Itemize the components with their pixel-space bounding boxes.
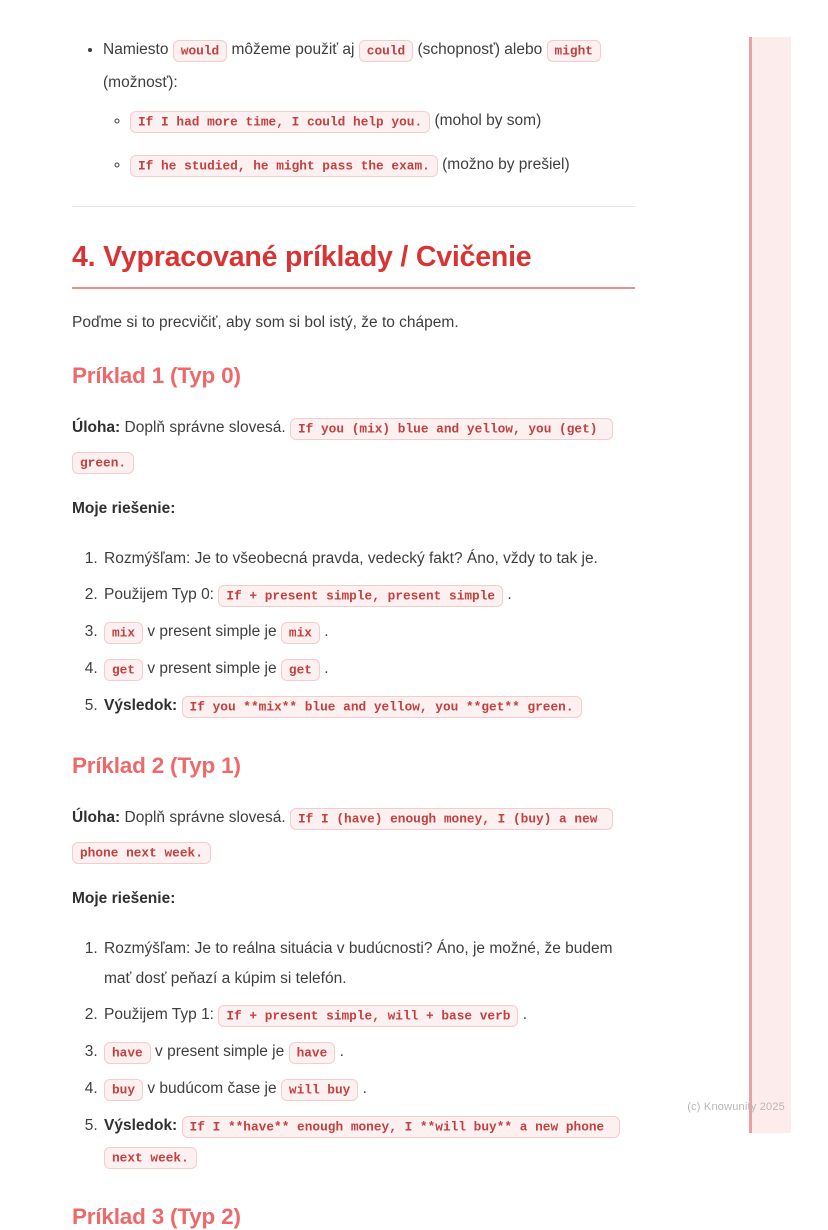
step-text <box>104 940 613 987</box>
list-item-text <box>103 41 601 91</box>
step-item <box>102 617 635 648</box>
list-item <box>103 34 635 181</box>
step-text <box>104 1117 620 1165</box>
section-divider <box>72 206 635 207</box>
list-item-text <box>130 156 570 173</box>
example2-steps-list <box>72 934 635 1173</box>
example1-heading: Príklad 1 (Typ 0) <box>72 363 241 388</box>
text-run: v present simple je <box>150 1043 289 1060</box>
page-edge-highlight-bar <box>749 37 791 1133</box>
example2-solution-label: Moje riešenie: <box>72 890 176 907</box>
example1-steps-list <box>72 544 635 722</box>
inline-code: get <box>104 659 143 681</box>
inline-code: If + present simple, present simple <box>218 585 503 607</box>
text-run: . <box>503 586 512 603</box>
text-run: Rozmýšľam: Je to reálna situácia v budúcnosti? Áno, je možné, že budem mať dosť peňazí a kúpim si telefón. <box>104 940 613 987</box>
example1-solution-label: Moje riešenie: <box>72 500 176 517</box>
step-item <box>102 1037 635 1068</box>
text-run: . <box>518 1006 528 1023</box>
text-run: (možno by prešiel) <box>437 156 570 173</box>
bold-text: Úloha: <box>72 419 121 436</box>
bold-text: Výsledok: <box>104 697 178 714</box>
text-run: v present simple je <box>143 623 281 640</box>
text-run: Doplň správne slovesá. <box>120 419 290 436</box>
inline-code: will buy <box>281 1079 358 1101</box>
inline-code: could <box>359 40 413 62</box>
example3-heading: Príklad 3 (Typ 2) <box>72 1204 241 1229</box>
text-run: (možnosť): <box>103 74 178 91</box>
sub-bullet-list <box>103 106 635 181</box>
step-text <box>104 1080 367 1097</box>
step-item <box>102 580 635 611</box>
example2-task <box>72 801 635 869</box>
step-text <box>104 1006 527 1023</box>
inline-code: might <box>547 40 601 62</box>
inline-code: have <box>289 1042 336 1064</box>
list-item <box>130 106 635 137</box>
list-item <box>130 150 635 181</box>
step-item <box>102 1074 635 1105</box>
document-content <box>72 34 635 1230</box>
inline-code: If I **have** enough money, I **will buy** a new phone next week. <box>104 1116 620 1169</box>
inline-code: have <box>104 1042 151 1064</box>
step-item <box>102 691 635 722</box>
list-item-text <box>130 112 541 129</box>
example2-heading: Príklad 2 (Typ 1) <box>72 753 241 778</box>
inline-code: mix <box>104 622 143 644</box>
step-text <box>104 550 598 567</box>
text-run: Použijem Typ 1: <box>104 1006 219 1023</box>
step-text <box>104 1043 344 1060</box>
text-run: Namiesto <box>103 41 173 58</box>
inline-code: If I (have) enough money, I (buy) a new phone next week. <box>72 808 613 864</box>
text-run: Rozmýšľam: Je to všeobecná pravda, vedecký fakt? Áno, vždy to tak je. <box>104 550 598 567</box>
inline-code: If + present simple, will + base verb <box>218 1005 518 1027</box>
section-heading: 4. Vypracované príklady / Cvičenie <box>72 241 635 289</box>
step-text <box>104 623 329 640</box>
text-run: . <box>335 1043 344 1060</box>
step-item <box>102 934 635 994</box>
step-text <box>104 697 582 714</box>
inline-code: mix <box>281 622 320 644</box>
inline-code: buy <box>104 1079 143 1101</box>
lead-paragraph: Poďme si to precvičiť, aby som si bol istý, že to chápem. <box>72 314 459 331</box>
inline-code: If he studied, he might pass the exam. <box>130 155 438 177</box>
text-run: . <box>358 1080 367 1097</box>
step-item <box>102 544 635 574</box>
text-run: v budúcom čase je <box>143 1080 281 1097</box>
text-run: (schopnosť) alebo <box>413 41 547 58</box>
text-run <box>177 1117 181 1134</box>
step-text <box>104 586 512 603</box>
text-run: Použijem Typ 0: <box>104 586 219 603</box>
step-text <box>104 660 329 677</box>
bold-text: Výsledok: <box>104 1117 178 1134</box>
text-run <box>177 697 181 714</box>
inline-code: If I had more time, I could help you. <box>130 111 430 133</box>
inline-code: would <box>173 40 227 62</box>
step-item <box>102 1111 635 1173</box>
text-run: (mohol by som) <box>430 112 542 129</box>
step-item <box>102 654 635 685</box>
text-run: . <box>319 623 329 640</box>
text-run: v present simple je <box>143 660 281 677</box>
bullet-list <box>72 34 635 181</box>
inline-code: If you (mix) blue and yellow, you (get) green. <box>72 418 613 474</box>
inline-code: get <box>281 659 320 681</box>
text-run: Doplň správne slovesá. <box>120 809 290 826</box>
step-item <box>102 1000 635 1031</box>
example1-task <box>72 411 635 479</box>
bold-text: Úloha: <box>72 809 121 826</box>
copyright-text: (c) Knowunity 2025 <box>687 1101 785 1113</box>
text-run: môžeme použiť aj <box>227 41 359 58</box>
inline-code: If you **mix** blue and yellow, you **get** green. <box>182 696 582 718</box>
text-run: . <box>319 660 329 677</box>
